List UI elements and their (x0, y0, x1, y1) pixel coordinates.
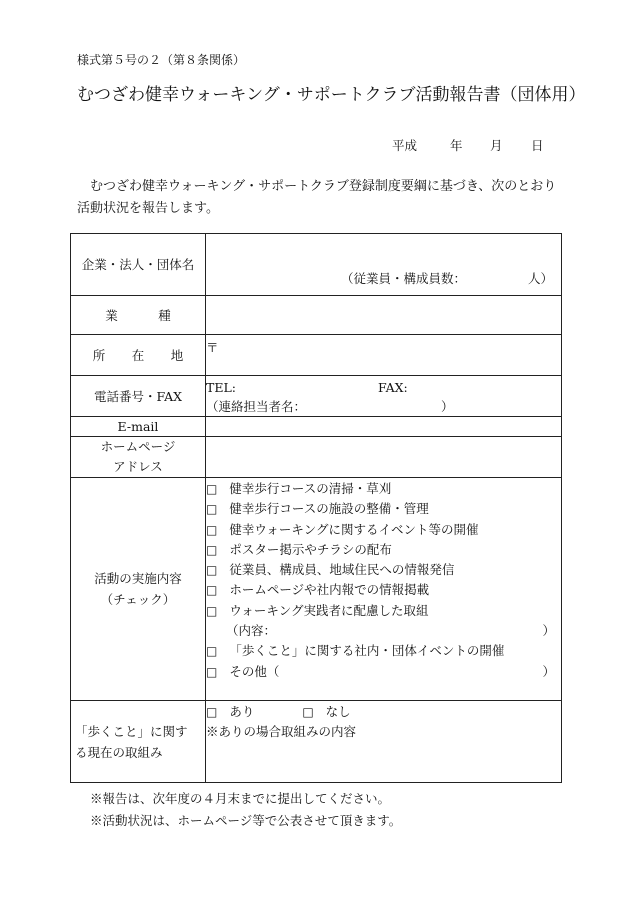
checkbox-icon[interactable]: □ (206, 705, 218, 719)
current-note: ※ありの場合取組みの内容 (206, 724, 357, 740)
activity-item[interactable] (206, 499, 561, 519)
activity-item[interactable] (206, 560, 561, 580)
row-address (71, 335, 562, 376)
address-label: 所 在 地 (71, 335, 206, 376)
current-label: 「歩くこと」に関す る現在の取組み (71, 701, 206, 783)
tel-label: TEL: (206, 380, 236, 395)
checkbox-icon[interactable]: □ (206, 563, 218, 578)
phone-value[interactable] (206, 376, 562, 417)
activity-label-text: 健幸ウォーキングに関するイベント等の開催 (229, 521, 479, 537)
date-era: 平成 (392, 138, 418, 153)
activity-detail[interactable]: （内容： ） (226, 623, 555, 639)
report-form-table (70, 233, 562, 783)
checkbox-icon[interactable]: □ (206, 583, 218, 598)
contact-close: ） (441, 399, 454, 414)
activity-item[interactable] (206, 520, 561, 540)
intro-text: むつざわ健幸ウォーキング・サポートクラブ登録制度要綱に基づき、次のとおり活動状況を報告します。 (77, 179, 557, 216)
org-label: 企業・法人・団体名 (71, 234, 206, 296)
checkbox-icon[interactable]: □ (206, 664, 218, 679)
current-yes[interactable]: あり (229, 704, 255, 719)
checkbox-icon[interactable]: □ (206, 644, 218, 659)
date-year: 年 (450, 138, 463, 153)
note-deadline: ※報告は、次年度の４月末までに提出してください。 (90, 791, 391, 806)
row-industry (71, 296, 562, 335)
row-email (71, 417, 562, 437)
contact-open: （連絡担当者名： (206, 399, 307, 414)
activity-event-item[interactable]: □ 「歩くこと」に関する社内・団体イベントの開催 (206, 643, 505, 659)
email-value[interactable] (206, 417, 562, 437)
activity-label-text: ウォーキング実践者に配慮した取組 (229, 602, 429, 618)
checkbox-icon[interactable]: □ (206, 482, 218, 496)
row-phone (71, 376, 562, 417)
date-day: 日 (531, 138, 544, 153)
activity-label-text: ポスター掲示やチラシの配布 (229, 541, 392, 557)
homepage-value[interactable] (206, 437, 562, 478)
checkbox-icon[interactable]: □ (206, 542, 218, 557)
address-value[interactable] (206, 335, 562, 376)
checkbox-icon[interactable]: □ (206, 522, 218, 537)
checkbox-icon[interactable]: □ (206, 502, 218, 517)
checkbox-icon[interactable]: □ (206, 603, 218, 618)
fax-label: FAX: (377, 380, 408, 395)
date-month: 月 (490, 138, 503, 153)
current-no[interactable]: なし (325, 704, 351, 719)
email-label: E-mail (71, 417, 206, 437)
document-title: むつざわ健幸ウォーキング・サポートクラブ活動報告書（団体用） (77, 85, 586, 105)
industry-label: 業 種 (71, 296, 206, 335)
current-value (206, 701, 562, 783)
row-activities (71, 478, 562, 701)
activity-item[interactable] (206, 601, 561, 621)
activity-label-text: 健幸歩行コースの施設の整備・管理 (229, 501, 429, 517)
form-number: 様式第５号の２（第８条関係） (77, 53, 246, 67)
activity-label: 活動の実施内容 （チェック） (71, 478, 206, 701)
employees-open: （従業員・構成員数： (340, 271, 466, 286)
homepage-label: ホームページ アドレス (71, 437, 206, 478)
phone-label: 電話番号・FAX (71, 376, 206, 417)
activity-other-item[interactable]: □ その他（ ） (206, 663, 555, 679)
activity-item[interactable] (206, 479, 561, 499)
note-publication: ※活動状況は、ホームページ等で公表させて頂きます。 (90, 813, 402, 828)
employees-close: 人） (527, 271, 553, 286)
row-homepage (71, 437, 562, 478)
activity-item[interactable] (206, 580, 561, 600)
row-current-efforts (71, 701, 562, 783)
org-value[interactable] (206, 234, 562, 296)
activity-item[interactable] (206, 540, 561, 560)
checkbox-icon[interactable]: □ (302, 705, 314, 719)
activity-checklist (206, 478, 562, 701)
activity-label-text: ホームページや社内報での情報掲載 (229, 582, 430, 598)
activity-label-text: 従業員、構成員、地域住民への情報発信 (229, 562, 455, 578)
postal-mark: 〒 (206, 340, 219, 355)
industry-value[interactable] (206, 296, 562, 335)
activity-label-text: 健幸歩行コースの清掃・草刈 (229, 481, 392, 496)
row-organization (71, 234, 562, 296)
